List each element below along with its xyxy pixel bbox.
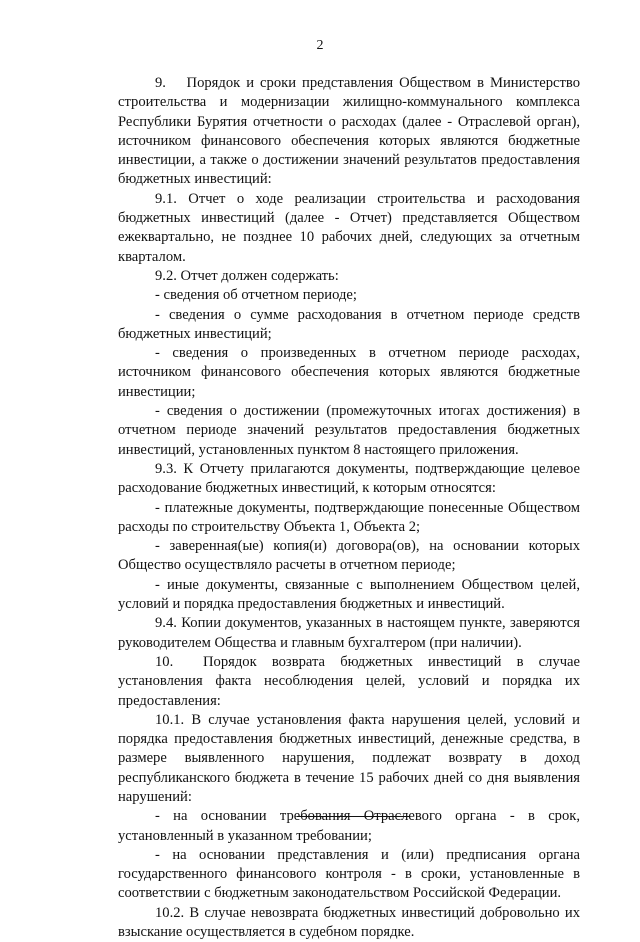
- list-item: - на основании представления и (или) предписания органа государственного финансового контроля - в сроки, установленные в соответствии с бюджетным законодательством Российской Федерации.: [118, 846, 580, 902]
- list-item: - сведения о сумме расходования в отчетном периоде средств бюджетных инвестиций;: [118, 306, 580, 342]
- list-item: - иные документы, связанные с выполнением Обществом целей, условий и порядка предоставления бюджетных и инвестиций.: [118, 576, 580, 613]
- list-item: - на основании требования Отраслевого органа - в срок, установленный в указанном требовании;: [118, 808, 580, 844]
- paragraph-10: 10. Порядок возврата бюджетных инвестиций в случае установления факта несоблюдения целей, условий и порядка их предоставления:: [118, 653, 580, 709]
- end-separator-line: [297, 816, 410, 817]
- list-item: - сведения об отчетном периоде;: [155, 287, 357, 304]
- document-body: [118, 74, 580, 942]
- list-item: - сведения о достижении (промежуточных итогах достижения) в отчетном периоде значений результатов предоставления бюджетных инвестиций, установленных пунктом 8 настоящего приложения.: [118, 403, 580, 458]
- paragraph-10-2: 10.2. В случае невозврата бюджетных инвестиций добровольно их взыскание осуществляется в судебном порядке.: [118, 904, 580, 941]
- list-item: - сведения о произведенных в отчетном периоде расходах, источником финансового обеспечения которых являются бюджетные инвестиции;: [118, 345, 580, 400]
- list-item: - платежные документы, подтверждающие понесенные Обществом расходы по строительству Объекта 1, Объекта 2;: [118, 499, 580, 535]
- paragraph-10-1: 10.1. В случае установления факта нарушения целей, условий и порядка предоставления бюджетных инвестиций, денежные средства, в размере выявленного нарушения, подлежат возврату в доход республиканского бюджета в течение 15 рабочих дней со дня выявления нарушений:: [118, 711, 580, 805]
- paragraph-9-2: 9.2. Отчет должен содержать:: [155, 267, 339, 284]
- paragraph-9-1: 9.1. Отчет о ходе реализации строительства и расходования бюджетных инвестиций (далее - Отчет) представляется Обществом ежеквартально, не позднее 10 рабочих дней, следующих за отчетным кварталом.: [118, 190, 580, 265]
- list-item: - заверенная(ые) копия(и) договора(ов), на основании которых Общество осуществляло расчеты в отчетном периоде;: [118, 538, 580, 574]
- page-number: 2: [316, 38, 324, 53]
- paragraph-9: 9. Порядок и сроки представления Обществом в Министерство строительства и модернизации жилищно-коммунального комплекса Республики Бурятия отчетности о расходах (далее - Отраслевой орган), источником финансового обеспечения которых являются бюджетные инвестиции, а также о достижении значений результатов предоставления бюджетных инвестиций:: [118, 75, 580, 188]
- paragraph-9-3: 9.3. К Отчету прилагаются документы, подтверждающие целевое расходование бюджетных инвестиций, к которым относятся:: [118, 460, 580, 497]
- paragraph-9-4: 9.4. Копии документов, указанных в настоящем пункте, заверяются руководителем Общества и главным бухгалтером (при наличии).: [118, 615, 580, 651]
